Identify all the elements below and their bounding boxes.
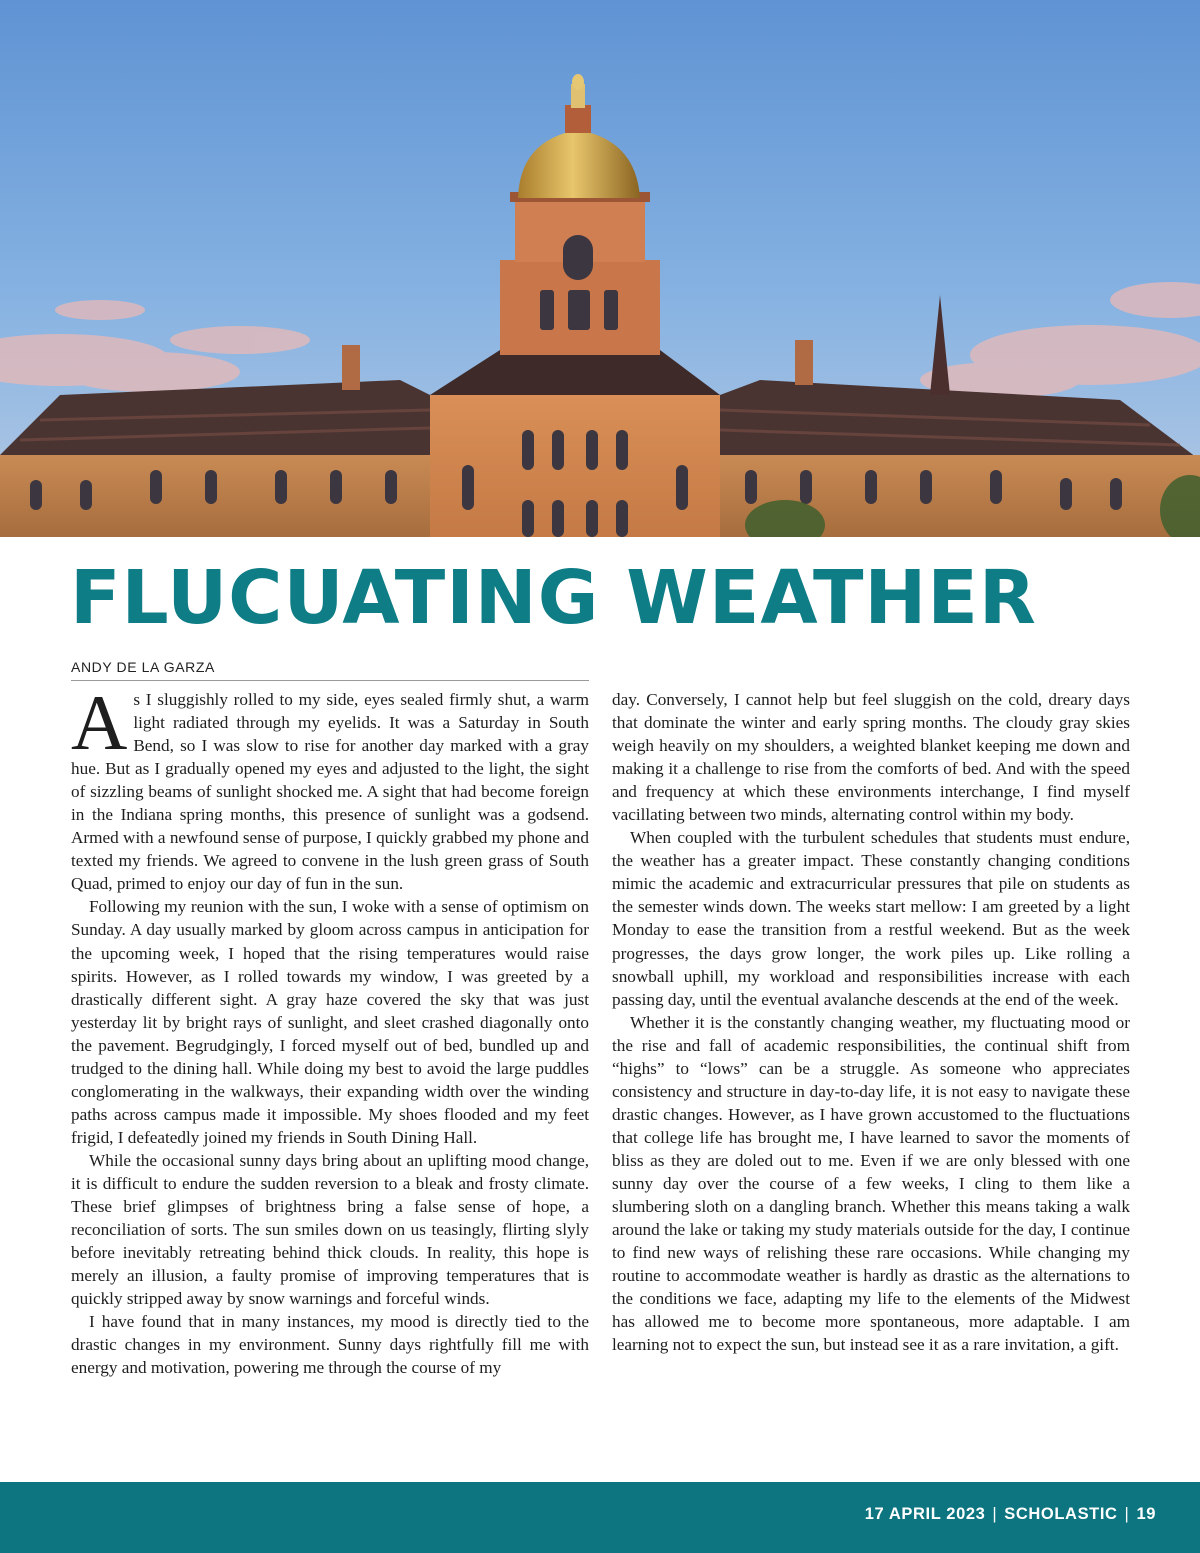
- footer-info: [865, 1505, 1156, 1524]
- paragraph: When coupled with the turbulent schedules that students must endure, the weather has a greater impact. These constantly changing conditions mimic the academic and extracurricular pressures that pile on students as the semester winds down. The weeks start mellow: I am greeted by a light Monday to ease the transition from a restful weekend. But as the week progresses, the days grow longer, the work piles up. Like rolling a snowball uphill, my workload and responsibilities increase with each passing day, until the eventual avalanche descends at the end of the week.: [612, 828, 1130, 1009]
- publication-name: SCHOLASTIC: [1004, 1505, 1118, 1523]
- page-number: 19: [1136, 1505, 1156, 1523]
- paragraph: day. Conversely, I cannot help but feel sluggish on the cold, dreary days that dominate the winter and early spring months. The cloudy gray skies weigh heavily on my shoulders, a weighted blanket keeping me down and making it a challenge to rise from the comforts of bed. And with the speed and frequency at which these environments interchange, I find myself vacillating between two minds, alternating control within my body.: [612, 690, 1130, 825]
- separator: |: [992, 1505, 998, 1523]
- issue-date: 17 APRIL 2023: [864, 1505, 986, 1523]
- paragraph: [71, 688, 589, 895]
- article-title: FLUCUATING WEATHER: [70, 555, 1037, 641]
- footer-bar: [0, 1482, 1200, 1553]
- paragraph-text: s I sluggishly rolled to my side, eyes sealed firmly shut, a warm light radiated through my eyelids. It was a Saturday in South Bend, so I was slow to rise for another day marked with a gray hue. But as I gradually opened my eyes and adjusted to the light, the sight of sizzling beams of sunlight shocked me. A sight that had become foreign in the Indiana spring months, this presence of sunlight was a godsend. Armed with a newfound sense of purpose, I quickly grabbed my phone and texted my friends. We agreed to convene in the lush green grass of South Quad, primed to enjoy our day of fun in the sun.: [71, 690, 589, 894]
- paragraph: Whether it is the constantly changing weather, my fluctuating mood or the rise and fall of academic responsibilities, the continual shift from “highs” to “lows” can be a struggle. As someone who appreciates consistency and structure in day-to-day life, it is not easy to navigate these drastic changes. However, as I have grown accustomed to the fluctuations that college life has brought me, I have learned to savor the moments of bliss as they are doled out to me. Even if we are only blessed with one sunny day over the course of a few weeks, I cling to them like a slumbering sloth on a dangling branch. Whether this means taking a walk around the lake or taking my study materials outside for the day, I continue to find new ways of relishing these rare occasions. While changing my routine to accommodate weather is hardly as drastic as the alternations to the conditions we face, adapting my life to the elements of the Midwest has allowed me to become more spontaneous, more adaptable. I am learning not to expect the sun, but instead see it as a rare invitation, a gift.: [612, 1012, 1130, 1355]
- separator: |: [1124, 1505, 1130, 1523]
- article-column-right: [612, 688, 1130, 1472]
- hero-photo: [0, 0, 1200, 537]
- drop-cap: A: [71, 688, 128, 766]
- paragraph: I have found that in many instances, my mood is directly tied to the drastic changes in my environment. Sunny days rightfully fill me with energy and motivation, powering me through the course of my: [71, 1312, 589, 1378]
- paragraph: While the occasional sunny days bring about an uplifting mood change, it is difficult to endure the sudden reversion to a bleak and frosty climate. These brief glimpses of brightness bring a false sense of hope, a reconciliation of sorts. The sun smiles down on us teasingly, flirting slyly before inevitably retreating behind thick clouds. In reality, this hope is merely an illusion, a faulty promise of improving temperatures that is quickly stripped away by snow warnings and forceful winds.: [71, 1150, 589, 1309]
- main-building-illustration: [0, 0, 1200, 537]
- paragraph: Following my reunion with the sun, I woke with a sense of optimism on Sunday. A day usually marked by gloom across campus in anticipation for the upcoming week, I hoped that the rising temperatures would raise spirits. However, as I rolled towards my window, I was greeted by a drastically different sight. A gray haze covered the sky that was just yesterday lit by bright rays of sunlight, and sleet crashed diagonally onto the pavement. Begrudgingly, I forced myself out of bed, bundled up and trudged to the dining hall. While doing my best to avoid the large puddles conglomerating in the walkways, their expanding width over the winding paths across campus made it impossible. My shoes flooded and my feet frigid, I defeatedly joined my friends in South Dining Hall.: [71, 897, 589, 1147]
- author-byline: ANDY DE LA GARZA: [71, 659, 589, 681]
- article-column-left: [71, 688, 589, 1472]
